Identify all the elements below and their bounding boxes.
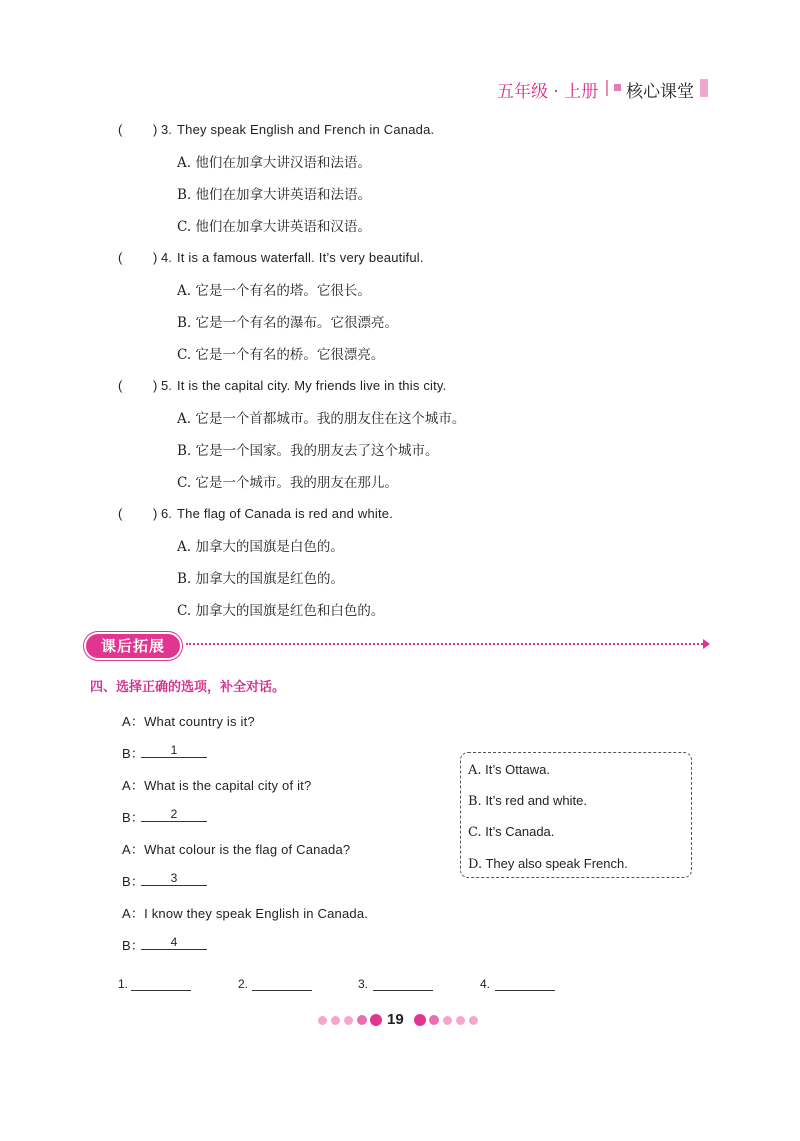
speaker-label: A：	[122, 906, 145, 921]
option-letter: B.	[468, 794, 482, 809]
question-number: 4.	[161, 250, 172, 265]
option-b: B. 他们在加拿大讲英语和法语。	[177, 187, 372, 203]
option-c: C. 加拿大的国旗是红色和白色的。	[177, 603, 385, 619]
answer-label-2: 2.	[238, 977, 249, 991]
blank-4[interactable]	[141, 935, 207, 950]
blank-2[interactable]	[141, 807, 207, 822]
option-a: A. 它是一个有名的塔。它很长。	[177, 283, 371, 299]
answer-label-1: 1.	[118, 977, 129, 991]
box-option-a	[468, 762, 550, 778]
answer-blank-1[interactable]	[131, 978, 191, 991]
dialogue-text: What country is it?	[144, 714, 255, 729]
footer-dot-icon	[370, 1014, 382, 1026]
footer-dot-icon	[414, 1014, 426, 1026]
speaker-label: B：	[122, 810, 145, 825]
footer-dot-icon	[443, 1016, 452, 1025]
arrow-right-icon	[703, 639, 710, 649]
answer-label-3: 3.	[358, 977, 369, 991]
answer-paren-open: (	[118, 378, 123, 393]
option-letter: A.	[468, 763, 482, 778]
answer-paren-close: )	[153, 378, 158, 393]
speaker-label: B：	[122, 938, 145, 953]
blank-number: 3	[170, 871, 178, 885]
option-b: B. 它是一个有名的瀑布。它很漂亮。	[177, 315, 399, 331]
option-text: It’s Canada.	[485, 824, 555, 839]
answer-paren-open: (	[118, 122, 123, 137]
book-series-label: 核心课堂	[626, 82, 694, 102]
option-c: C. 它是一个城市。我的朋友在那儿。	[177, 475, 398, 491]
answer-blank-4[interactable]	[495, 978, 555, 991]
blank-1[interactable]	[141, 743, 207, 758]
option-b: B. 它是一个国家。我的朋友去了这个城市。	[177, 443, 439, 459]
speaker-label: B：	[122, 746, 145, 761]
footer-dot-icon	[357, 1015, 367, 1025]
dialogue-line-a4	[122, 903, 368, 922]
dialogue-line-a2	[122, 775, 311, 794]
section-banner: 课后拓展	[86, 634, 180, 658]
option-text: It’s red and white.	[485, 793, 587, 808]
answer-paren-close: )	[153, 250, 158, 265]
option-c: C. 它是一个有名的桥。它很漂亮。	[177, 347, 385, 363]
question-number: 3.	[161, 122, 172, 137]
dialogue-line-a3	[122, 839, 350, 858]
dialogue-text: What colour is the flag of Canada?	[144, 842, 351, 857]
dialogue-text: What is the capital city of it?	[144, 778, 312, 793]
footer-dot-icon	[456, 1016, 465, 1025]
question-text: It is a famous waterfall. It’s very beautiful.	[177, 250, 424, 265]
footer-dot-icon	[331, 1016, 340, 1025]
answer-blank-3[interactable]	[373, 978, 433, 991]
answer-paren-open: (	[118, 506, 123, 521]
banner-dotted-line	[186, 643, 706, 645]
footer-dot-icon	[429, 1015, 439, 1025]
footer-dot-icon	[318, 1016, 327, 1025]
speaker-label: A：	[122, 842, 145, 857]
question-text: The flag of Canada is red and white.	[177, 506, 394, 521]
box-option-c	[468, 824, 554, 840]
blank-number: 2	[170, 807, 178, 821]
question-number: 6.	[161, 506, 172, 521]
dialogue-text: I know they speak English in Canada.	[144, 906, 369, 921]
blank-3[interactable]	[141, 871, 207, 886]
answer-paren-close: )	[153, 122, 158, 137]
option-a: A. 他们在加拿大讲汉语和法语。	[177, 155, 371, 171]
blank-number: 1	[170, 743, 178, 757]
dialogue-line-a1	[122, 711, 255, 730]
section-title: 四、选择正确的选项，补全对话。	[90, 680, 286, 695]
answer-label-4: 4.	[480, 977, 491, 991]
header-square-icon	[614, 84, 621, 91]
option-a: A. 它是一个首都城市。我的朋友住在这个城市。	[177, 411, 466, 427]
option-letter: C.	[468, 825, 482, 840]
box-option-d	[468, 856, 628, 872]
option-text: They also speak French.	[485, 856, 628, 871]
footer-dot-icon	[344, 1016, 353, 1025]
answer-paren-open: (	[118, 250, 123, 265]
question-text: They speak English and French in Canada.	[177, 122, 435, 137]
header-end-bar	[700, 79, 708, 97]
answer-blank-2[interactable]	[252, 978, 312, 991]
blank-number: 4	[170, 935, 178, 949]
option-a: A. 加拿大的国旗是白色的。	[177, 539, 344, 555]
option-letter: D.	[468, 857, 483, 872]
header-divider	[606, 80, 608, 96]
answer-paren-close: )	[153, 506, 158, 521]
option-text: It’s Ottawa.	[485, 762, 550, 777]
question-text: It is the capital city. My friends live in this city.	[177, 378, 447, 393]
option-b: B. 加拿大的国旗是红色的。	[177, 571, 345, 587]
footer-dot-icon	[469, 1016, 478, 1025]
book-grade-label: 五年级 · 上册	[497, 82, 599, 102]
speaker-label: A：	[122, 714, 145, 729]
speaker-label: A：	[122, 778, 145, 793]
question-number: 5.	[161, 378, 172, 393]
page-number: 19	[387, 1011, 404, 1028]
box-option-b	[468, 793, 587, 809]
option-c: C. 他们在加拿大讲英语和汉语。	[177, 219, 371, 235]
speaker-label: B：	[122, 874, 145, 889]
